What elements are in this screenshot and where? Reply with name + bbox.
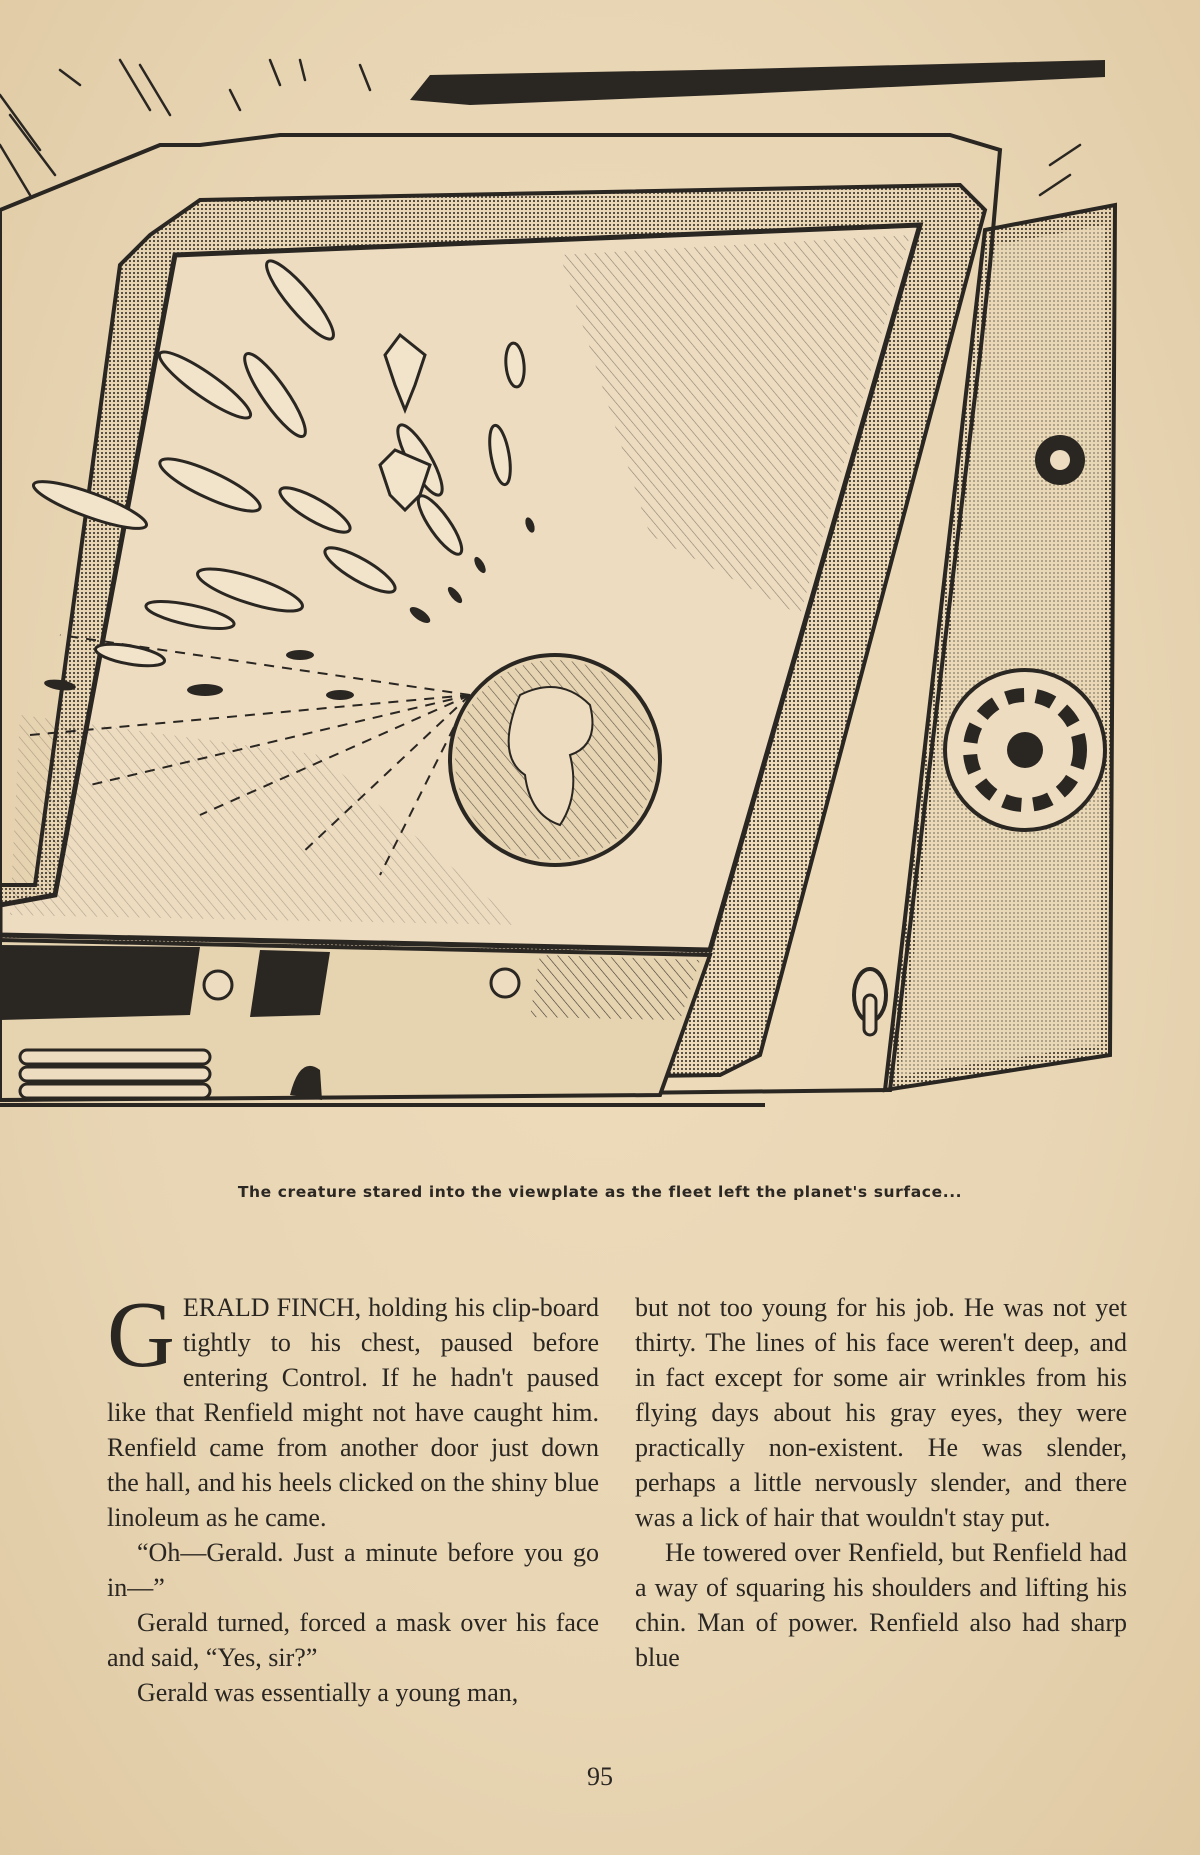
drop-cap: G: [107, 1283, 175, 1387]
left-text-column: [107, 1283, 599, 1710]
page-number: 95: [587, 1762, 613, 1791]
paragraph: He towered over Renfield, but Renfield had a way of squaring his shoulders and lifting his chin. Man of power. Renfield also had sharp blue: [635, 1538, 1127, 1672]
illustration-caption: The creature stared into the viewplate as the fleet left the planet's surface...: [237, 1183, 963, 1201]
viewplate-illustration: [0, 55, 1120, 1155]
paragraph: Gerald turned, forced a mask over his face and said, “Yes, sir?”: [107, 1608, 599, 1672]
paragraph: but not too young for his job. He was not yet thirty. The lines of his face weren't deep, and in fact except for some air wrinkles from his flying days about his gray eyes, they were practically non-existent. He was slender, perhaps a little nervously slender, and there was a lick of hair that wouldn't stay put.: [635, 1293, 1127, 1532]
paragraph: “Oh—Gerald. Just a minute before you go in—”: [107, 1538, 599, 1602]
opening-paragraph: [107, 1283, 599, 1535]
paragraph: Gerald was essentially a young man,: [137, 1678, 519, 1707]
right-text-column: [635, 1290, 1127, 1675]
opening-paragraph-text: ERALD FINCH, holding his clip-board tightly to his chest, paused before entering Control. If he hadn't paused like that Renfield might not have caught him. Renfield came from another door just down the hall, and his heels clicked on the shiny blue linoleum as he came.: [107, 1293, 599, 1532]
